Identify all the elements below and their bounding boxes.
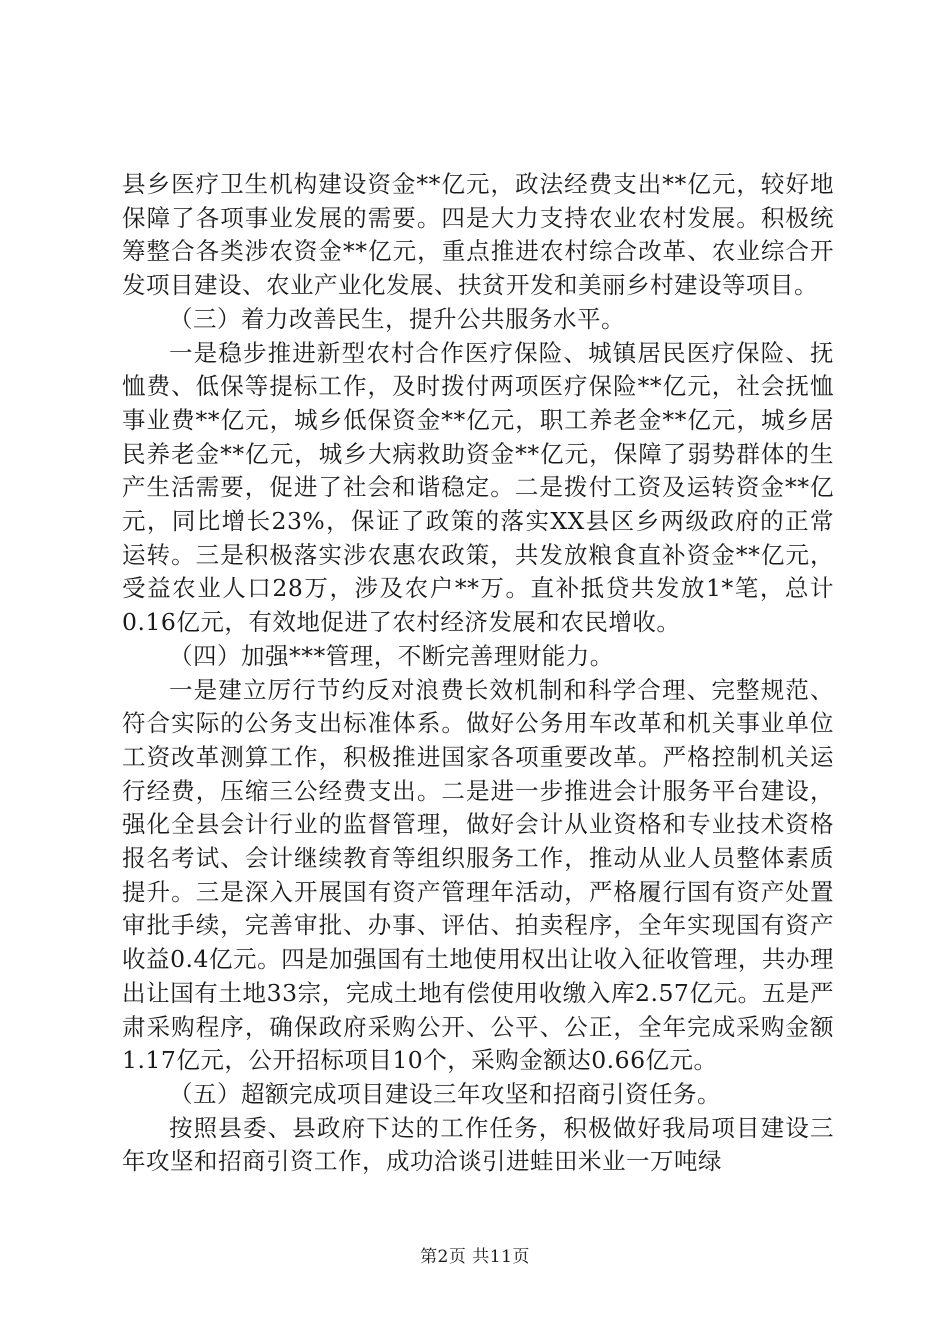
section-heading-4: （四）加强***管理，不断完善理财能力。	[169, 641, 614, 670]
section-heading-3: （三）着力改善民生，提升公共服务水平。	[169, 304, 625, 333]
paragraph-continuation: 县乡医疗卫生机构建设资金**亿元，政法经费支出**亿元，较好地保障了各项事业发展的需要。四是大力支持农业农村发展。积极统筹整合各类涉农资金**亿元，重点推进农村综合改革、农业综合开发项目建设、农业产业化发展、扶贫开发和美丽乡村建设等项目。	[122, 170, 834, 300]
section-heading-5: （五）超额完成项目建设三年攻坚和招商引资任务。	[169, 1079, 721, 1108]
paragraph-livelihood: 一是稳步推进新型农村合作医疗保险、城镇居民医疗保险、抚恤费、低保等提标工作，及时拨付两项医疗保险**亿元，社会抚恤事业费**亿元，城乡低保资金**亿元，职工养老金**亿元，城乡居民养老金**亿元，城乡大病救助资金**亿元，保障了弱势群体的生产生活需要，促进了社会和谐稳定。二是拨付工资及运转资金**亿元，同比增长23%，保证了政策的落实XX县区乡两级政府的正常运转。三是积极落实涉农惠农政策，共发放粮食直补资金**亿元，受益农业人口28万，涉及农户**万。直补抵贷共发放1*笔，总计0.16亿元，有效地促进了农村经济发展和农民增收。	[122, 338, 834, 637]
document-body	[122, 168, 834, 1179]
paragraph-management: 一是建立厉行节约反对浪费长效机制和科学合理、完整规范、符合实际的公务支出标准体系。做好公务用车改革和机关事业单位工资改革测算工作，积极推进国家各项重要改革。严格控制机关运行经费，压缩三公经费支出。二是进一步推进会计服务平台建设，强化全县会计行业的监督管理，做好会计从业资格和专业技术资格报名考试、会计继续教育等组织服务工作，推动从业人员整体素质提升。三是深入开展国有资产管理年活动，严格履行国有资产处置审批手续，完善审批、办事、评估、拍卖程序，全年实现国有资产收益0.4亿元。四是加强国有土地使用权出让收入征收管理，共办理出让国有土地33宗，完成土地有偿使用收缴入库2.57亿元。五是严肃采购程序，确保政府采购公开、公平、公正，全年完成采购金额1.17亿元，公开招标项目10个，采购金额达0.66亿元。	[122, 675, 834, 1075]
page-footer: 第2页 共11页	[420, 1247, 530, 1267]
paragraph-projects: 按照县委、县政府下达的工作任务，积极做好我局项目建设三年攻坚和招商引资工作，成功洽谈引进蛙田米业一万吨绿	[122, 1113, 834, 1176]
